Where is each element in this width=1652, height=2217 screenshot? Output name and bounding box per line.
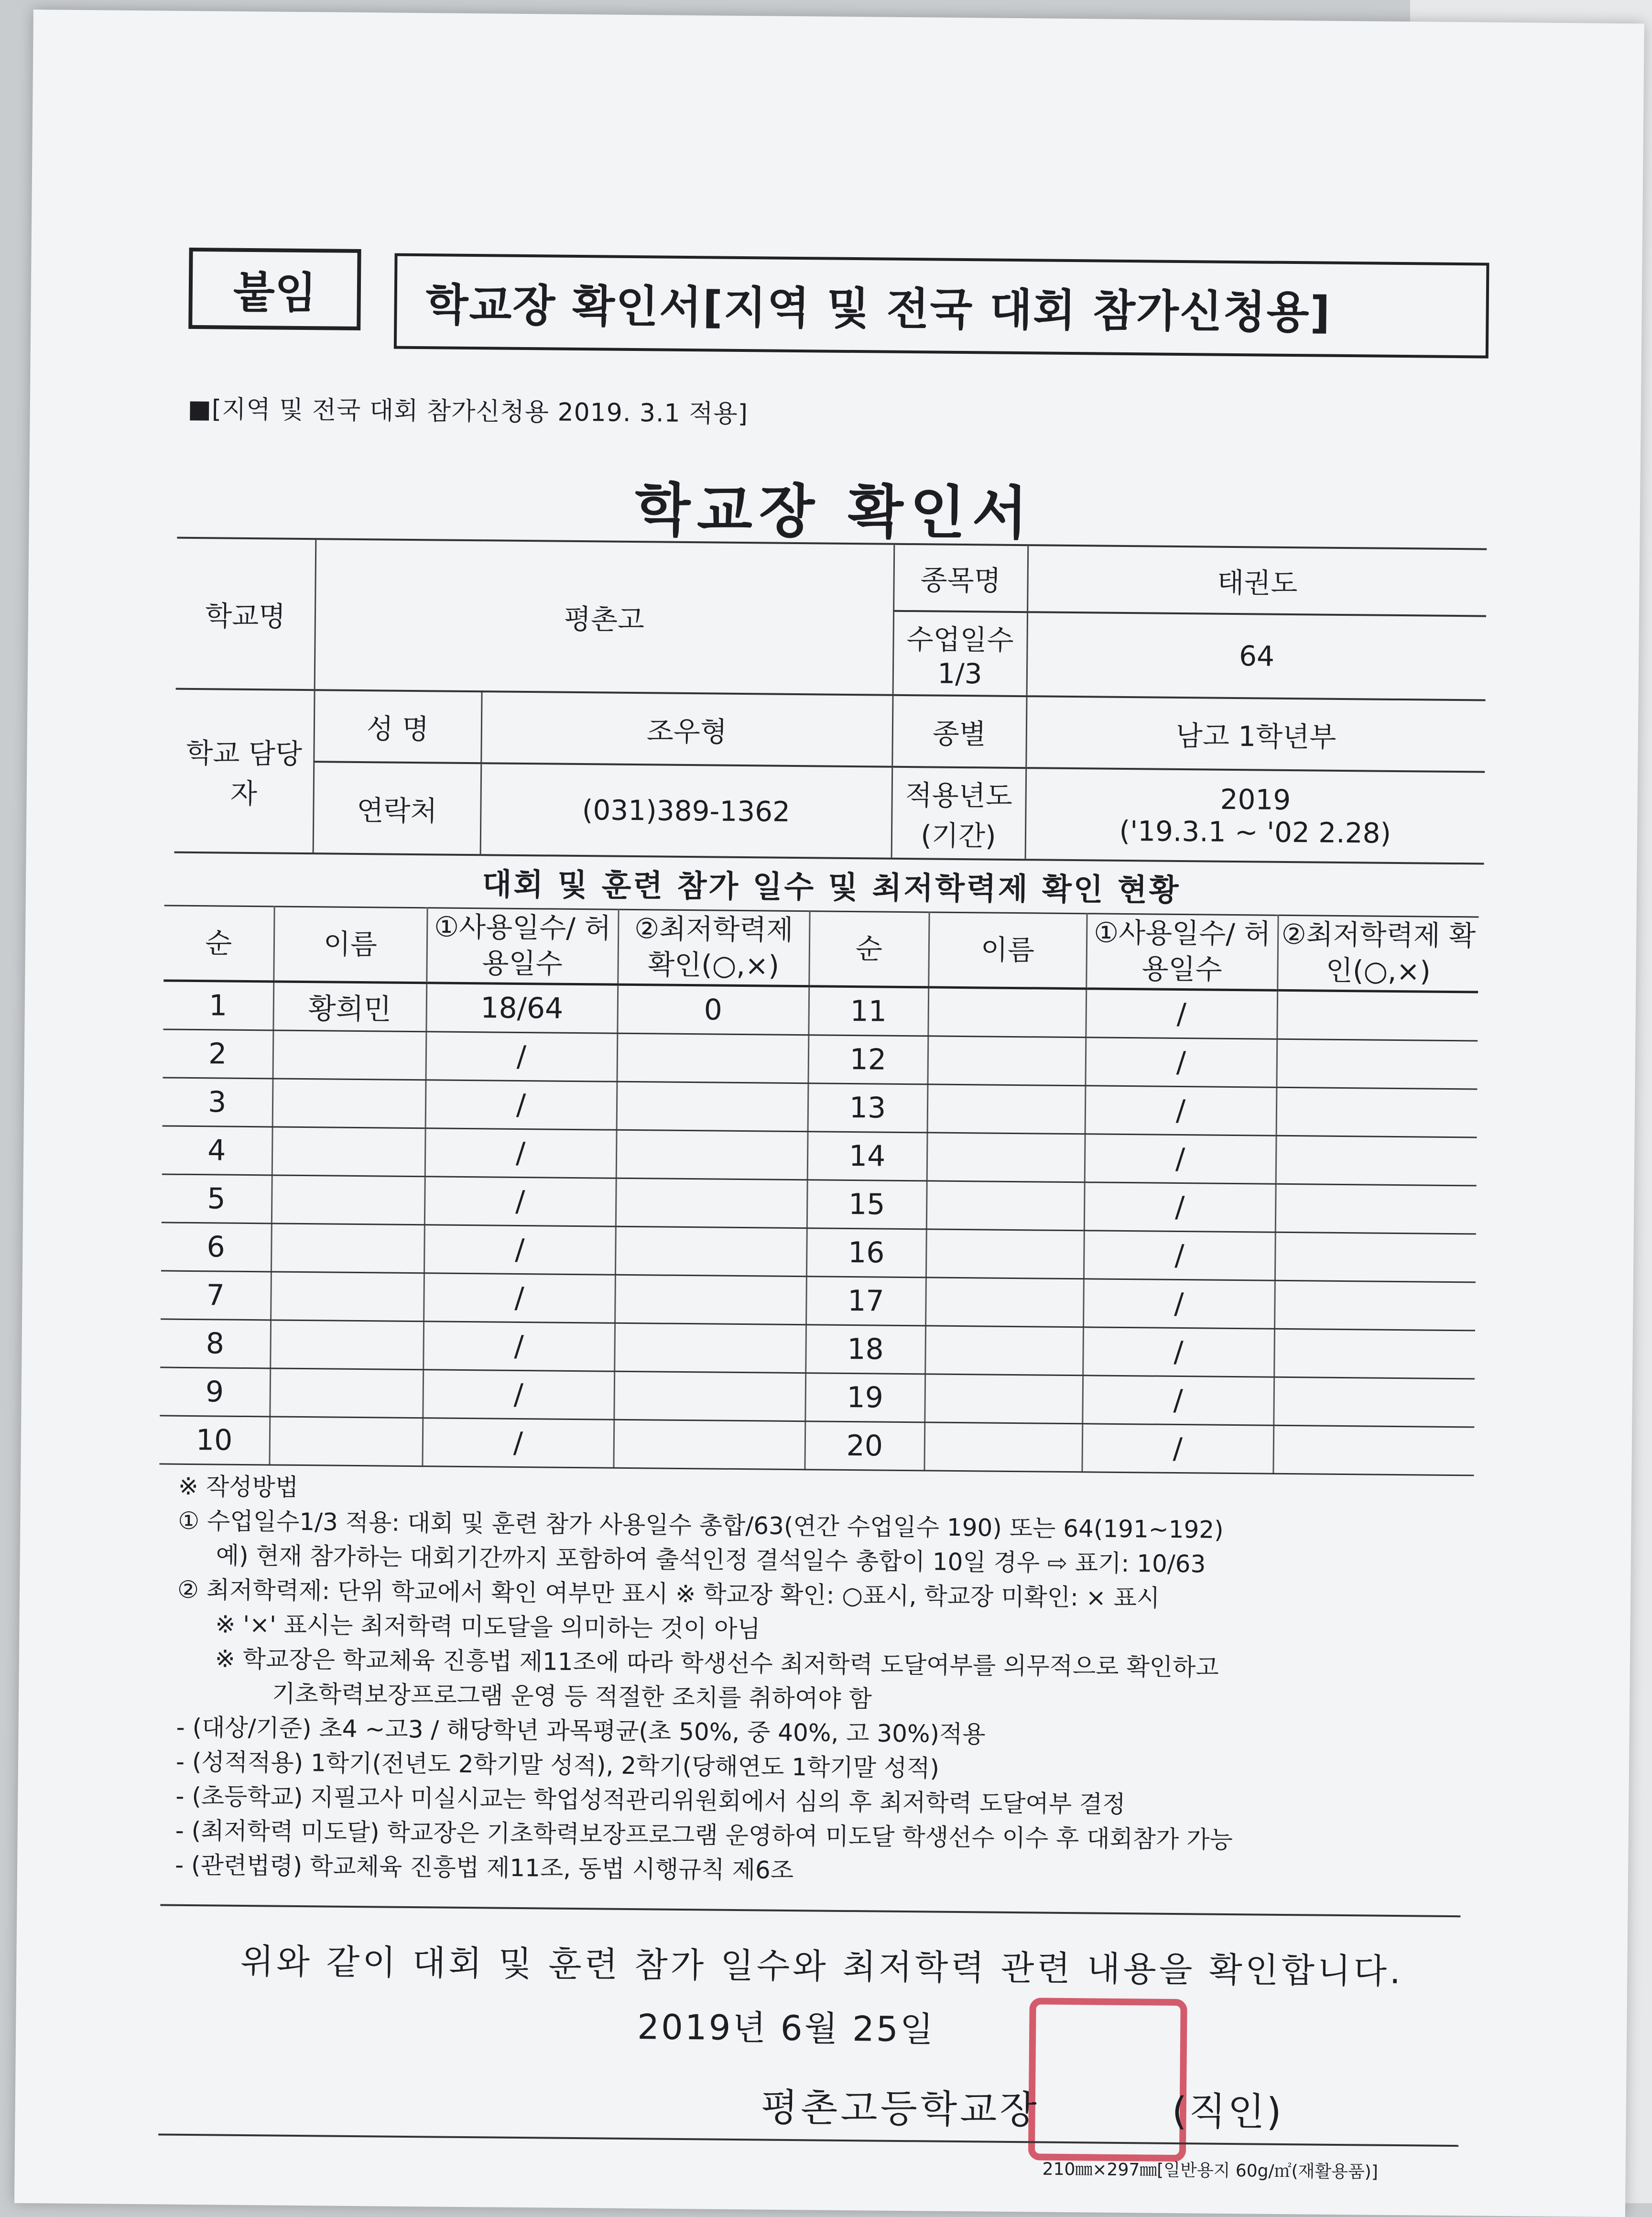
row-no-2: 20 [804,1421,924,1470]
header [188,248,1494,369]
contact-label: 연락처 [313,762,481,855]
attachment-badge: 붙임 [188,248,361,330]
min-academic-check-2 [1276,1136,1477,1186]
document-page [14,10,1644,2217]
min-academic-check [617,1033,808,1083]
attendance-table [159,905,1478,1476]
year-value: 2019 [1220,783,1291,817]
used-days-2: / [1085,1038,1277,1087]
note-line: - (관련법령) 학교체육 진흥법 제11조, 동법 시행규칙 제6조 [174,1851,794,1885]
document-title: 학교장 확인서[지역 및 전국 대회 참가신청용] [394,253,1489,359]
row-no: 1 [163,981,273,1030]
student-name-2 [927,1084,1086,1134]
used-days-2: / [1084,1231,1275,1280]
min-academic-check-2 [1273,1377,1475,1427]
row-no-2: 18 [805,1324,925,1374]
year-label: 적용년도 (기간) [891,767,1026,860]
official-seal [1028,1998,1187,2162]
used-days-2: / [1085,1134,1276,1184]
division-value: 남고 1학년부 [1026,696,1485,772]
min-academic-check-2 [1276,1039,1478,1089]
student-name: 황희민 [273,982,426,1032]
min-academic-check [614,1371,805,1421]
applies-note: ■[지역 및 전국 대회 참가신청용 2019. 3.1 적용] [187,394,749,429]
min-academic-check-2 [1275,1184,1477,1234]
col-header-days: ①사용일수/ 허용일수 [426,908,618,984]
student-name-2 [927,1036,1086,1086]
sport-label: 종목명 [893,544,1028,612]
name-value: 조우형 [481,691,892,766]
school-label: 학교명 [176,538,316,690]
student-name [272,1175,425,1225]
row-no-2: 17 [806,1276,926,1325]
min-academic-check [617,1081,808,1131]
issue-date: 2019년 6월 25일 [637,2007,935,2050]
used-days: / [424,1177,616,1226]
row-no-2: 15 [807,1180,927,1229]
period-value: ('19.3.1 ~ '02 2.28) [1119,814,1391,850]
principal-name: 평촌고등학교장 [761,2085,1040,2132]
min-academic-check-2 [1274,1280,1476,1331]
row-no: 7 [161,1271,271,1320]
row-no: 9 [160,1367,270,1417]
min-academic-check [616,1178,807,1228]
min-academic-check-2 [1276,1087,1478,1137]
note-line: 기초학력보장프로그램 운영 등 적절한 조치를 취하여야 함 [272,1680,872,1713]
min-academic-check-2 [1275,1232,1476,1282]
used-days-2: / [1083,1279,1275,1329]
instructions [175,1469,1478,1894]
used-days: / [424,1225,616,1275]
paper-spec: 210㎜×297㎜[일반용지 60g/㎡(재활용품)] [1042,2159,1379,2182]
row-no: 6 [161,1223,272,1272]
row-no-2: 19 [805,1373,925,1422]
min-academic-check: 0 [617,984,809,1035]
class-days-value: 64 [1027,612,1486,700]
note-line: ① 수업일수1/3 적용: 대회 및 훈련 참가 사용일수 총합/63(연간 수업일수 190) 또는 64(191~192) [178,1507,1224,1544]
used-days: / [424,1273,615,1323]
row-no-2: 11 [808,986,928,1036]
student-name [270,1368,423,1418]
year-cell [1025,768,1485,863]
divider [160,1904,1460,1917]
min-academic-check [615,1226,807,1276]
page-title: 학교장 확인서 [634,477,1035,547]
note-line: ※ '×' 표시는 최저학력 미도달을 의미하는 것이 아님 [215,1610,761,1643]
student-name [269,1417,423,1466]
table-body [159,981,1478,1475]
col-header-name: 이름 [273,906,427,983]
used-days: / [425,1128,617,1178]
info-table [174,537,1487,865]
student-name [272,1079,426,1128]
section-title: 대회 및 훈련 참가 일수 및 최저학력제 확인 현황 [482,867,1181,909]
student-name-2 [927,1133,1085,1182]
min-academic-check-2 [1274,1329,1475,1379]
col-header-check-2: ②최저학력제 확인(○,×) [1277,915,1478,992]
note-line: - (최저학력 미도달) 학교장은 기초학력보장프로그램 운영하여 미도달 학생선수 이수 후 대회참가 가능 [175,1816,1233,1854]
note-line: ※ 학교장은 학교체육 진흥법 제11조에 따라 학생선수 최저학력 도달여부를 의무적으로 확인하고 [215,1645,1219,1682]
contact-value: (031)389-1362 [480,763,892,858]
min-academic-check [616,1130,808,1179]
used-days-2: / [1082,1376,1274,1425]
seal-label: (직인) [1172,2088,1284,2134]
note-line: 예) 현재 참가하는 대회기간까지 포함하여 출석인정 결석일수 총합이 10일 경우 ⇨ 표기: 10/63 [216,1541,1206,1578]
row-no: 5 [162,1174,272,1223]
used-days: / [423,1370,614,1420]
row-no-2: 13 [808,1083,928,1133]
col-header-check: ②최저학력제 확인(○,×) [618,909,809,986]
student-name-2 [926,1229,1084,1279]
student-name-2 [924,1374,1083,1424]
used-days-2: / [1082,1424,1273,1474]
student-name-2 [926,1181,1085,1231]
name-label: 성 명 [314,690,481,763]
student-name [271,1223,424,1273]
row-no-2: 12 [808,1035,928,1084]
note-line: - (대상/기준) 초4 ~고3 / 해당학년 과목평균(초 50%, 중 40%, 고 30%)적용 [176,1713,986,1748]
min-academic-check [614,1323,806,1373]
used-days-2: / [1085,1086,1277,1136]
student-name [272,1127,425,1177]
row-no: 10 [159,1416,270,1465]
student-name-2 [925,1278,1084,1327]
class-days-label: 수업일수 1/3 [893,611,1028,696]
row-no: 2 [163,1029,273,1079]
used-days: / [422,1418,614,1467]
note-line: - (초등학교) 지필고사 미실시교는 학업성적관리위원회에서 심의 후 최저학력 도달여부 결정 [175,1782,1126,1819]
used-days-2: / [1084,1182,1276,1232]
row-no-2: 14 [807,1132,927,1181]
school-value: 평촌고 [315,539,894,695]
student-name-2 [928,987,1086,1038]
sport-value: 태권도 [1027,545,1487,616]
student-name [271,1272,424,1321]
manager-label: 학교 담당자 [174,689,315,854]
used-days: / [425,1080,617,1130]
instructions-heading: ※ 작성방법 [178,1472,299,1501]
min-academic-check [615,1275,806,1324]
confirmation-text: 위와 같이 대회 및 훈련 참가 일수와 최저학력 관련 내용을 확인합니다. [240,1941,1404,1992]
note-line: - (성적적용) 1학기(전년도 2학기말 성적), 2학기(당해연도 1학기말 성적) [175,1747,940,1782]
division-label: 종별 [892,695,1026,768]
used-days-2: / [1083,1327,1274,1377]
student-name-2 [924,1422,1082,1472]
col-header-name-2: 이름 [928,912,1087,989]
row-no: 4 [162,1126,272,1175]
row-no: 8 [160,1319,271,1368]
min-academic-check-2 [1277,990,1478,1041]
table-header-row [163,906,1478,992]
row-no: 3 [163,1078,273,1127]
col-header-no: 순 [163,906,274,982]
col-header-days-2: ①사용일수/ 허용일수 [1086,914,1278,990]
row-no-2: 16 [806,1228,926,1277]
used-days-2: / [1086,989,1277,1039]
student-name [270,1320,424,1370]
note-line: ② 최저학력제: 단위 학교에서 확인 여부만 표시 ※ 학교장 확인: ○표시, 학교장 미확인: × 표시 [177,1575,1160,1612]
used-days: 18/64 [426,983,618,1033]
used-days: / [425,1032,617,1081]
student-name [273,1030,426,1080]
col-header-no-2: 순 [809,911,929,987]
min-academic-check-2 [1273,1425,1474,1475]
student-name-2 [925,1326,1083,1376]
used-days: / [423,1321,615,1371]
min-academic-check [613,1420,805,1469]
